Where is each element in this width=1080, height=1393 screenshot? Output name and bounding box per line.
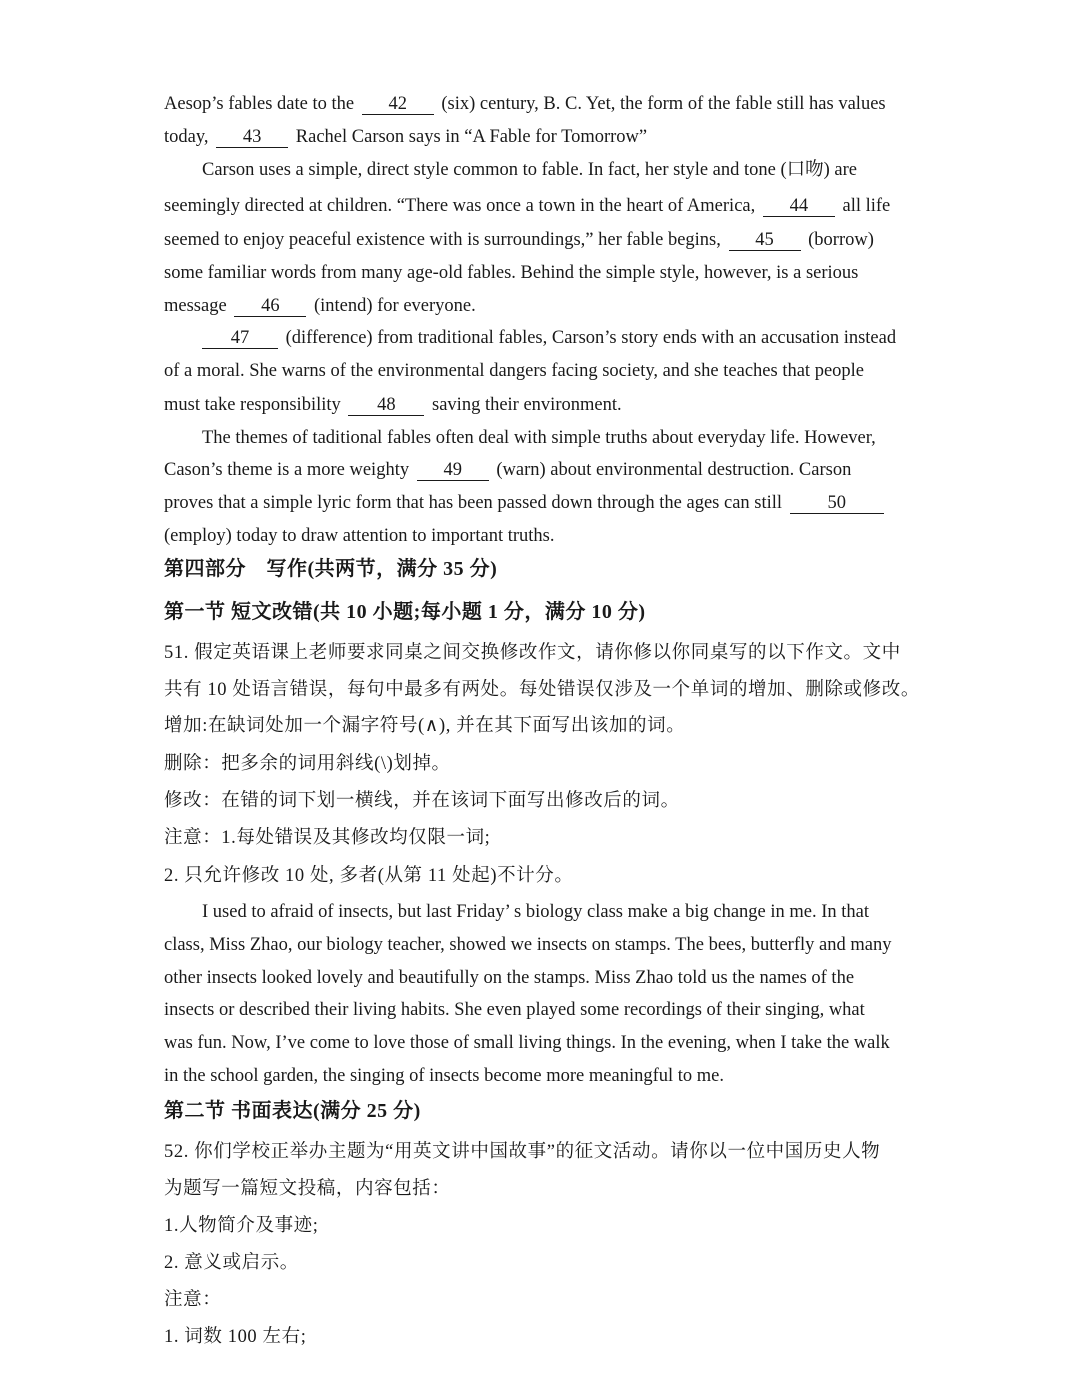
essay-line: other insects looked lovely and beautifully on the stamps. Miss Zhao told us the names of the <box>164 968 855 988</box>
passage-text: message <box>164 296 227 316</box>
essay-line: in the school garden, the singing of insects become more meaningful to me. <box>164 1066 724 1086</box>
passage-text: (six) century, B. C. Yet, the form of the fable still has values <box>441 94 886 114</box>
passage-line <box>164 393 622 417</box>
q51-instruction: 注意：1.每处错误及其修改均仅限一词; <box>164 828 491 848</box>
q51-instruction: 51. 假定英语课上老师要求同桌之间交换修改作文，请你修以你同桌写的以下作文。文中 <box>164 643 901 663</box>
passage-text: Aesop’s fables date to the <box>164 94 355 114</box>
passage-line: The themes of taditional fables often deal with simple truths about everyday life. However, <box>202 428 876 448</box>
passage-text: Cason’s theme is a more weighty <box>164 460 410 480</box>
q52-instruction: 52. 你们学校正举办主题为“用英文讲中国故事”的征文活动。请你以一位中国历史人物 <box>164 1142 881 1162</box>
blank-43: 43 <box>216 127 288 148</box>
q52-instruction: 2. 意义或启示。 <box>164 1253 299 1273</box>
essay-line: insects or described their living habits. She even played some recordings of their singing, what <box>164 1000 865 1020</box>
passage-text: today, <box>164 127 209 147</box>
q52-instruction: 1. 词数 100 左右; <box>164 1327 307 1347</box>
section2-heading: 第二节 书面表达(满分 25 分) <box>164 1100 421 1122</box>
blank-45: 45 <box>729 230 801 251</box>
q52-instruction: 注意： <box>164 1290 222 1310</box>
blank-48: 48 <box>348 395 424 416</box>
q51-instruction: 删除：把多余的词用斜线(\)划掉。 <box>164 754 451 774</box>
passage-line <box>202 326 896 350</box>
passage-line <box>164 458 851 482</box>
blank-44: 44 <box>763 196 835 217</box>
passage-line: of a moral. She warns of the environmental dangers facing society, and she teaches that people <box>164 361 865 381</box>
essay-line: was fun. Now, I’ve come to love those of small living things. In the evening, when I take the walk <box>164 1033 890 1053</box>
passage-text: proves that a simple lyric form that has been passed down through the ages can still <box>164 493 783 513</box>
q51-instruction: 增加:在缺词处加一个漏字符号(∧), 并在其下面写出该加的词。 <box>164 716 686 736</box>
passage-text: seemed to enjoy peaceful existence with is surroundings,” her fable begins, <box>164 230 721 250</box>
passage-line <box>164 228 874 252</box>
passage-line <box>164 194 890 218</box>
passage-line <box>164 294 476 318</box>
blank-46: 46 <box>234 296 306 317</box>
passage-text: (difference) from traditional fables, Carson’s story ends with an accusation instead <box>285 328 897 348</box>
essay-line: I used to afraid of insects, but last Friday’ s biology class make a big change in me. In that <box>202 902 870 922</box>
passage-line <box>164 125 647 149</box>
passage-line: Carson uses a simple, direct style common to fable. In fact, her style and tone (口吻) are <box>202 160 858 180</box>
q52-instruction: 1.人物简介及事迹; <box>164 1216 319 1236</box>
blank-50: 50 <box>790 493 884 514</box>
passage-line <box>164 92 886 116</box>
q51-instruction: 共有 10 处语言错误，每句中最多有两处。每处错误仅涉及一个单词的增加、删除或修改。 <box>164 680 920 700</box>
passage-text: (intend) for everyone. <box>313 296 476 316</box>
passage-text: seemingly directed at children. “There was once a town in the heart of America, <box>164 196 756 216</box>
passage-line: some familiar words from many age-old fables. Behind the simple style, however, is a serious <box>164 263 859 283</box>
section1-heading: 第一节 短文改错(共 10 小题;每小题 1 分，满分 10 分) <box>164 601 646 623</box>
q52-instruction: 为题写一篇短文投稿，内容包括： <box>164 1179 451 1199</box>
passage-line: (employ) today to draw attention to important truths. <box>164 526 555 546</box>
passage-text: all life <box>842 196 891 216</box>
part4-heading: 第四部分 写作(共两节，满分 35 分) <box>164 558 498 580</box>
passage-text: Rachel Carson says in “A Fable for Tomorrow” <box>295 127 648 147</box>
blank-42: 42 <box>362 94 434 115</box>
q51-instruction: 2. 只允许修改 10 处, 多者(从第 11 处起)不计分。 <box>164 866 574 886</box>
q51-instruction: 修改：在错的词下划一横线，并在该词下面写出修改后的词。 <box>164 791 680 811</box>
blank-47: 47 <box>202 328 278 349</box>
passage-text: (warn) about environmental destruction. Carson <box>496 460 852 480</box>
passage-text: (borrow) <box>808 230 874 250</box>
essay-line: class, Miss Zhao, our biology teacher, showed we insects on stamps. The bees, butterfly and many <box>164 935 892 955</box>
passage-line <box>164 491 887 515</box>
passage-text: saving their environment. <box>432 395 622 415</box>
passage-text: must take responsibility <box>164 395 341 415</box>
blank-49: 49 <box>417 460 489 481</box>
